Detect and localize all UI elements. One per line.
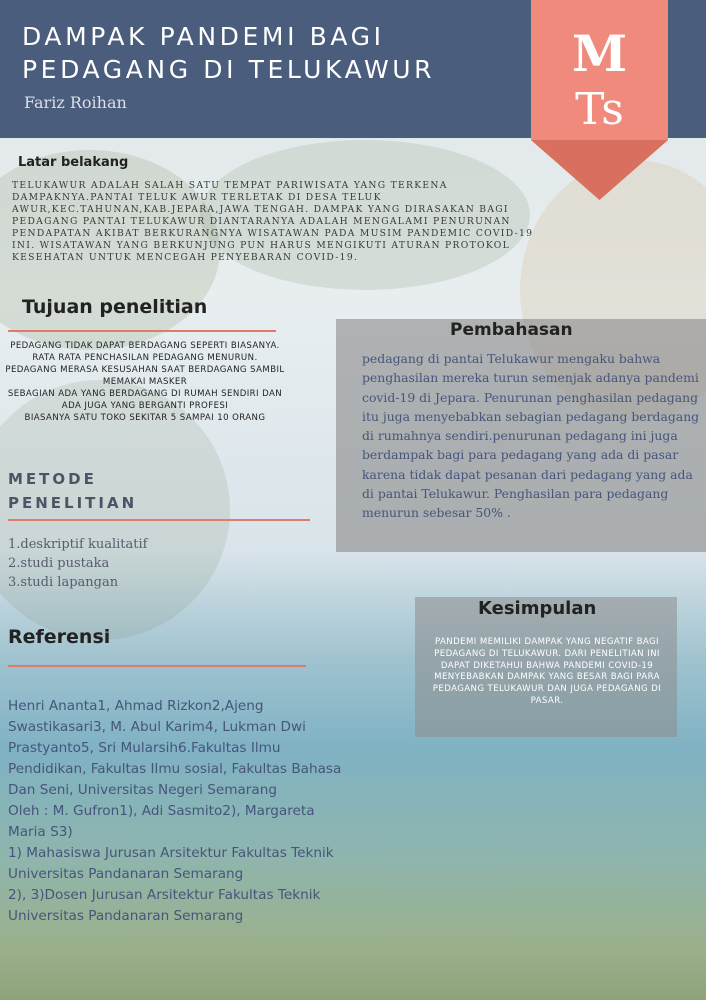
latar-belakang-heading: Latar belakang <box>18 155 129 170</box>
tujuan-heading: Tujuan penelitian <box>22 296 208 318</box>
metode-divider <box>8 519 310 521</box>
tujuan-item: PEDAGANG TIDAK DAPAT BERDAGANG SEPERTI BIASANYA. <box>10 341 280 351</box>
tujuan-list <box>0 340 290 424</box>
pembahasan-text: pedagang di pantai Telukawur mengaku bahwa penghasilan mereka turun semenjak adanya pandemi covid-19 di Jepara. Penurunan penghasilan pedagang itu juga menyebabkan sebagian pedagang berdagang di rumahnya sendiri.penurunan pedagang ini juga berdampak bagi para pedagang yang ada di pasar karena tidak dapat pesanan dari pedagang yang ada di pantai Telukawur. Penghasilan para pedagang menurun sebesar 50% . <box>362 351 700 521</box>
referensi-text <box>8 696 408 927</box>
tujuan-divider <box>8 330 276 332</box>
tujuan-item: RATA RATA PENCHASILAN PEDAGANG MENURUN. <box>32 353 258 363</box>
badge-letters-ts: Ts <box>575 84 624 135</box>
tujuan-item: PEDAGANG MERASA KESUSAHAN SAAT BERDAGANG SAMBIL <box>5 365 285 375</box>
referensi-line: Henri Ananta1, Ahmad Rizkon2,Ajeng <box>8 698 264 714</box>
title-line-1: DAMPAK PANDEMI BAGI <box>22 22 385 51</box>
metode-item: 2.studi pustaka <box>8 556 110 571</box>
title-line-2: PEDAGANG DI TELUKAWUR <box>22 55 436 84</box>
tujuan-item: BIASANYA SATU TOKO SEKITAR 5 SAMPAI 10 ORANG <box>24 413 266 423</box>
referensi-line: Oleh : M. Gufron1), Adi Sasmito2), Margareta <box>8 803 315 819</box>
referensi-line: Pendidikan, Fakultas Ilmu sosial, Fakultas Bahasa <box>8 761 342 777</box>
metode-heading: METODE PENELITIAN <box>8 470 138 512</box>
tujuan-item: MEMAKAI MASKER <box>102 377 188 387</box>
tujuan-item: ADA JUGA YANG BERGANTI PROFESI <box>61 401 229 411</box>
badge-letter-m: M <box>571 24 628 83</box>
referensi-divider <box>8 665 306 667</box>
referensi-line: 2), 3)Dosen Jurusan Arsitektur Fakultas Teknik <box>8 887 321 903</box>
mts-badge <box>531 0 668 200</box>
referensi-line: Swastikasari3, M. Abul Karim4, Lukman Dwi <box>8 719 306 735</box>
kesimpulan-heading: Kesimpulan <box>478 598 597 619</box>
metode-item: 3.studi lapangan <box>8 575 119 590</box>
kesimpulan-text: PANDEMI MEMILIKI DAMPAK YANG NEGATIF BAGI PEDAGANG DI TELUKAWUR. DARI PENELITIAN INI DAPAT DIKETAHUI BAHWA PANDEMI COVID-19 MENYEBABKAN DAMPAK YANG BESAR BAGI PARA PEDAGANG TELUKAWUR DAN JUGA PEDAGANG DI PASAR. <box>432 637 662 706</box>
latar-belakang-text: TELUKAWUR ADALAH SALAH SATU TEMPAT PARIWISATA YANG TERKENA DAMPAKNYA.PANTAI TELUK AWUR TERLETAK DI DESA TELUK AWUR,KEC.TAHUNAN,KAB.JEPARA,JAWA TENGAH. DAMPAK YANG DIRASAKAN BAGI PEDAGANG PANTAI TELUKAWUR DIANTARANYA ADALAH MENGALAMI PENURUNAN PENDAPATAN AKIBAT BERKURANGNYA WISATAWAN PADA MUSIM PANDEMIC COVID-19 INI. WISATAWAN YANG BERKUNJUNG PUN HARUS MENGIKUTI ATURAN PROTOKOL KESEHATAN UNTUK MENCEGAH PENYEBARAN COVID-19. <box>12 180 534 263</box>
referensi-line: Prastyanto5, Sri Mularsih6.Fakultas Ilmu <box>8 740 281 756</box>
referensi-line: Dan Seni, Universitas Negeri Semarang <box>8 782 277 798</box>
author-name: Fariz Roihan <box>24 93 127 112</box>
metode-list <box>8 535 147 592</box>
referensi-line: 1) Mahasiswa Jurusan Arsitektur Fakultas Teknik <box>8 845 334 861</box>
tujuan-item: SEBAGIAN ADA YANG BERDAGANG DI RUMAH SENDIRI DAN <box>7 389 283 399</box>
page-title <box>22 20 435 86</box>
metode-item: 1.deskriptif kualitatif <box>8 537 148 552</box>
referensi-line: Universitas Pandanaran Semarang <box>8 866 244 882</box>
referensi-line: Maria S3) <box>8 824 73 840</box>
pembahasan-heading: Pembahasan <box>450 320 573 340</box>
referensi-line: Universitas Pandanaran Semarang <box>8 908 244 924</box>
referensi-heading: Referensi <box>8 626 111 648</box>
